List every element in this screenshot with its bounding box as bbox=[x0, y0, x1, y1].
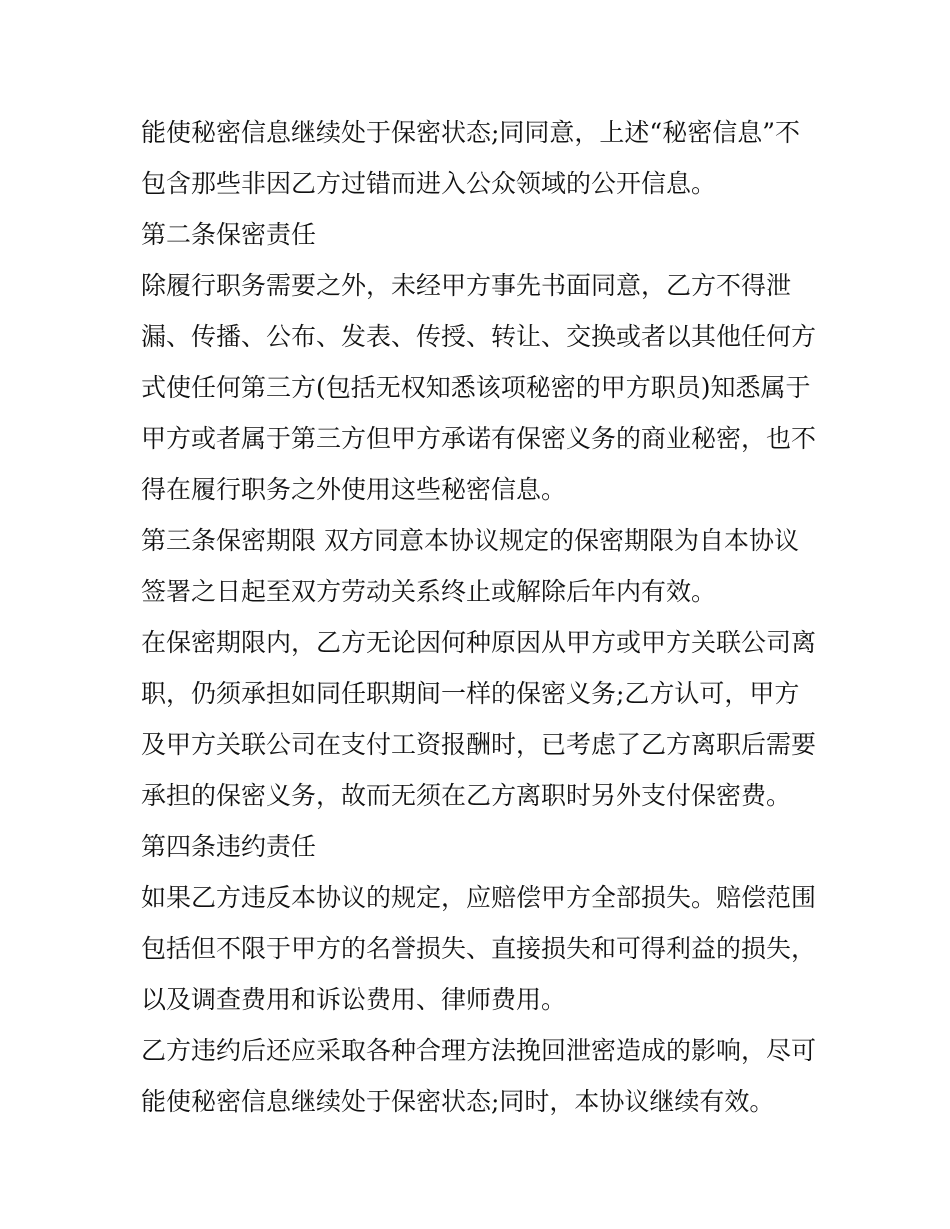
text-line: 式使任何第三方(包括无权知悉该项秘密的甲方职员)知悉属于 bbox=[141, 373, 811, 402]
text-line: 包括但不限于甲方的名誉损失、直接损失和可得利益的损失， bbox=[141, 934, 817, 963]
text-line: 得在履行职务之外使用这些秘密信息。 bbox=[141, 475, 567, 504]
text-line: 承担的保密义务，故而无须在乙方离职时另外支付保密费。 bbox=[141, 781, 792, 810]
text-line: 签署之日起至双方劳动关系终止或解除后年内有效。 bbox=[141, 577, 717, 606]
text-line: 在保密期限内，乙方无论因何种原因从甲方或甲方关联公司离 bbox=[141, 628, 817, 657]
document-body bbox=[141, 107, 821, 1127]
text-line: 包含那些非因乙方过错而进入公众领域的公开信息。 bbox=[141, 169, 717, 198]
text-line: 如果乙方违反本协议的规定，应赔偿甲方全部损失。赔偿范围 bbox=[141, 883, 817, 912]
section-heading: 第二条保密责任 bbox=[141, 220, 317, 249]
text-line: 职，仍须承担如同任职期间一样的保密义务;乙方认可，甲方 bbox=[141, 679, 800, 708]
text-line: 甲方或者属于第三方但甲方承诺有保密义务的商业秘密，也不 bbox=[141, 424, 817, 453]
text-line: 以及调查费用和诉讼费用、律师费用。 bbox=[141, 985, 567, 1014]
text-line: 乙方违约后还应采取各种合理方法挽回泄密造成的影响，尽可 bbox=[141, 1036, 817, 1065]
text-line: 及甲方关联公司在支付工资报酬时，已考虑了乙方离职后需要 bbox=[141, 730, 817, 759]
section-heading: 第三条保密期限 双方同意本协议规定的保密期限为自本协议 bbox=[141, 526, 799, 555]
text-line: 除履行职务需要之外，未经甲方事先书面同意，乙方不得泄 bbox=[141, 271, 792, 300]
text-line: 能使秘密信息继续处于保密状态;同时，本协议继续有效。 bbox=[141, 1087, 775, 1116]
text-line: 漏、传播、公布、发表、传授、转让、交换或者以其他任何方 bbox=[141, 322, 817, 351]
text-line: 能使秘密信息继续处于保密状态;同同意，上述“秘密信息”不 bbox=[141, 118, 800, 147]
section-heading: 第四条违约责任 bbox=[141, 832, 317, 861]
